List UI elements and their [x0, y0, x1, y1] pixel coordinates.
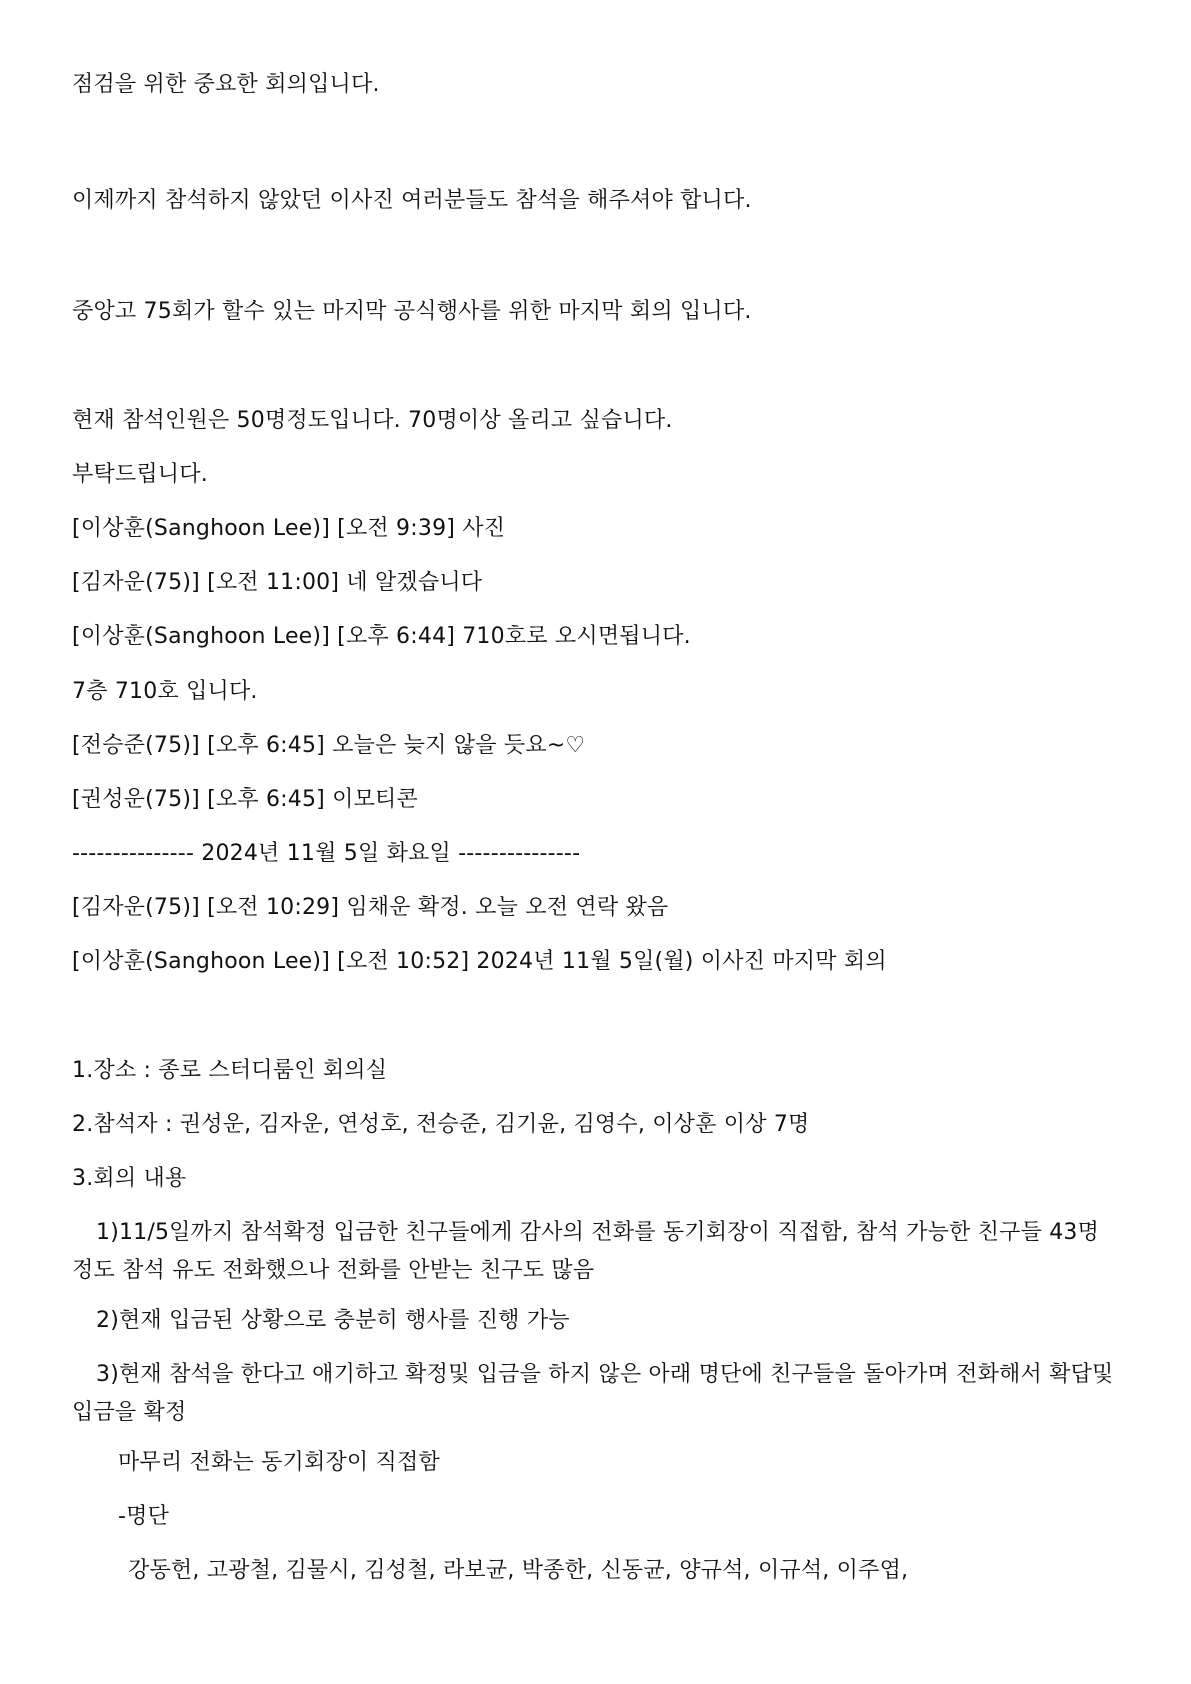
- name-list: 강동헌, 고광철, 김물시, 김성철, 라보균, 박종한, 신동균, 양규석, 이규석, 이주엽,: [128, 1558, 909, 1583]
- chat-message: [이상훈(Sanghoon Lee)] [오전 9:39] 사진: [72, 516, 506, 541]
- list-subitem: 3)현재 참석을 한다고 애기하고 확정및 입금을 하지 않은 아래 명단에 친구들을 돌아가며 전화해서 확답및 입금을 확정: [72, 1362, 1114, 1425]
- text-line: 이제까지 참석하지 않았던 이사진 여러분들도 참석을 해주셔야 합니다.: [72, 188, 752, 213]
- chat-message: [김자운(75)] [오전 11:00] 네 알겠습니다: [72, 570, 483, 595]
- chat-message: [이상훈(Sanghoon Lee)] [오전 10:52] 2024년 11월 5일(월) 이사진 마지막 회의: [72, 949, 887, 974]
- text-line: 중앙고 75회가 할수 있는 마지막 공식행사를 위한 마지막 회의 입니다.: [72, 299, 752, 324]
- chat-message: [권성운(75)] [오후 6:45] 이모티콘: [72, 787, 418, 812]
- list-item: 3.회의 내용: [72, 1166, 187, 1191]
- text-line: -명단: [118, 1504, 170, 1529]
- date-divider: --------------- 2024년 11월 5일 화요일 ---------------: [72, 841, 581, 866]
- text-line: 현재 참석인원은 50명정도입니다. 70명이상 올리고 싶습니다.: [72, 408, 673, 433]
- list-subitem: 2)현재 입금된 상황으로 충분히 행사를 진행 가능: [96, 1308, 570, 1333]
- chat-message: [김자운(75)] [오전 10:29] 임채운 확정. 오늘 오전 연락 왔음: [72, 895, 669, 920]
- text-line: 마무리 전화는 동기회장이 직접함: [118, 1450, 440, 1475]
- text-line: 점검을 위한 중요한 회의입니다.: [72, 72, 380, 97]
- chat-message: [전승준(75)] [오후 6:45] 오늘은 늦지 않을 듯요~♡: [72, 733, 586, 758]
- chat-message: [이상훈(Sanghoon Lee)] [오후 6:44] 710호로 오시면됩니다.: [72, 624, 691, 649]
- list-subitem: 1)11/5일까지 참석확정 입금한 친구들에게 감사의 전화를 동기회장이 직접함, 참석 가능한 친구들 43명 정도 참석 유도 전화했으나 전화를 안받는 친구도 많음: [72, 1220, 1100, 1283]
- text-line: 7층 710호 입니다.: [72, 679, 258, 704]
- list-item: 1.장소 : 종로 스터디룸인 회의실: [72, 1058, 388, 1083]
- text-line: 부탁드립니다.: [72, 462, 208, 487]
- list-item: 2.참석자 : 권성운, 김자운, 연성호, 전승준, 김기윤, 김영수, 이상훈 이상 7명: [72, 1112, 810, 1137]
